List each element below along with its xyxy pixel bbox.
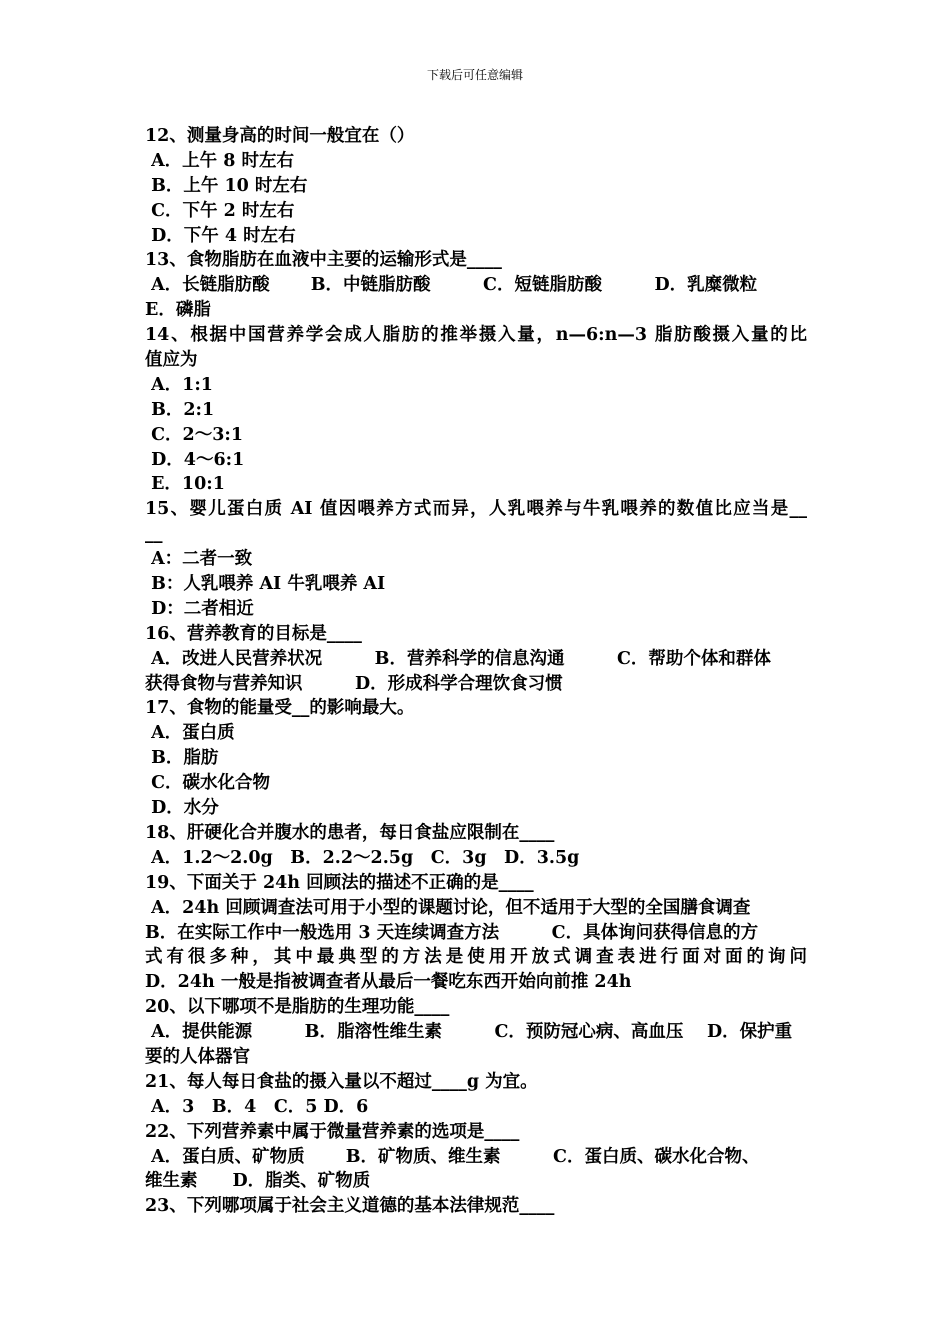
option-line: B：人乳喂养 AI 牛乳喂养 AI (145, 574, 386, 595)
option-line: D．水分 (145, 798, 219, 819)
question-14-cont: 值应为 (145, 350, 198, 371)
option-line: A．蛋白质、矿物质 B．矿物质、维生素 C．蛋白质、碳水化合物、 (145, 1146, 760, 1167)
question-13: 13、食物脂肪在血液中主要的运输形式是____ (145, 250, 502, 271)
option-line: C．碳水化合物 (145, 773, 271, 794)
option-line: B．在实际工作中一般选用 3 天连续调查方法 C．具体询问获得信息的方 (145, 922, 759, 943)
question-16: 16、营养教育的目标是____ (145, 623, 362, 644)
question-12: 12、测量身高的时间一般宜在（） (145, 126, 415, 146)
option-line: D．下午 4 时左右 (145, 225, 296, 246)
question-15: 15、婴儿蛋白质 AI 值因喂养方式而异，人乳喂养与牛乳喂养的数值比应当是__ (145, 499, 807, 520)
option-line: B．脂肪 (145, 748, 219, 769)
option-line: A．提供能源 B．脂溶性维生素 C．预防冠心病、高血压 D．保护重 (145, 1022, 793, 1043)
question-18: 18、肝硬化合并腹水的患者，每日食盐应限制在____ (145, 822, 555, 843)
question-23: 23、下列哪项属于社会主义道德的基本法律规范____ (145, 1196, 555, 1217)
option-line: D：二者相近 (145, 598, 254, 619)
option-line: A：二者一致 (145, 549, 253, 570)
question-19: 19、下面关于 24h 回顾法的描述不正确的是____ (145, 872, 534, 893)
question-22: 22、下列营养素中属于微量营养素的选项是____ (145, 1121, 520, 1142)
question-14: 14、根据中国营养学会成人脂肪的推举摄入量，n—6:n—3 脂肪酸摄入量的比 (145, 325, 807, 346)
option-line: D．24h 一般是指被调查者从最后一餐吃东西开始向前推 24h (145, 972, 632, 993)
option-line: C．2～3:1 (145, 424, 244, 445)
option-line: B．上午 10 时左右 (145, 175, 308, 196)
option-line: 获得食物与营养知识 D．形成科学合理饮食习惯 (145, 673, 563, 694)
question-15-cont: __ (145, 524, 163, 545)
document-body (145, 124, 807, 1219)
option-line: 式有很多种，其中最典型的方法是使用开放式调查表进行面对面的询问 (145, 947, 807, 968)
option-line: E．10:1 (145, 474, 225, 495)
option-line: E．磷脂 (145, 300, 211, 321)
option-line: A．24h 回顾调查法可用于小型的课题讨论，但不适用于大型的全国膳食调查 (145, 897, 751, 918)
option-line: A．上午 8 时左右 (145, 150, 295, 171)
option-line: D．4～6:1 (145, 449, 245, 470)
option-line: A．蛋白质 (145, 723, 235, 744)
option-line: A．3 B．4 C．5 D．6 (145, 1096, 369, 1117)
option-line: A．改进人民营养状况 B．营养科学的信息沟通 C．帮助个体和群体 (145, 648, 771, 669)
option-line: C．下午 2 时左右 (145, 200, 295, 221)
option-line: A．1.2～2.0g B．2.2～2.5g C．3g D．3.5g (145, 847, 580, 868)
option-line: A．长链脂肪酸 B．中链脂肪酸 C．短链脂肪酸 D．乳糜微粒 (145, 275, 758, 296)
option-line: 要的人体器官 (145, 1046, 250, 1067)
option-line: B．2:1 (145, 399, 215, 420)
option-line: 维生素 D．脂类、矿物质 (145, 1171, 371, 1192)
page-header: 下载后可任意编辑 (426, 68, 523, 82)
option-line: A．1:1 (145, 374, 213, 395)
question-17: 17、食物的能量受__的影响最大。 (145, 698, 415, 719)
question-20: 20、以下哪项不是脂肪的生理功能____ (145, 997, 450, 1018)
question-21: 21、每人每日食盐的摄入量以不超过____g 为宜。 (145, 1071, 538, 1092)
